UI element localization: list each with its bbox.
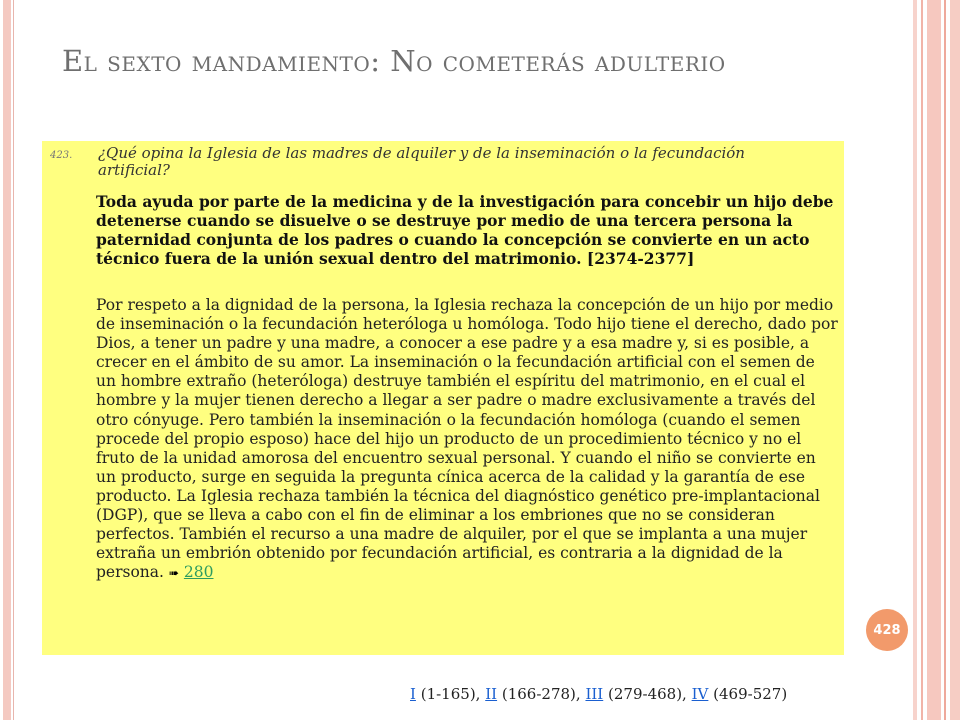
footer-range: (1-165),	[420, 685, 481, 703]
right-border-stripe	[950, 0, 960, 720]
answer-body-text: Por respeto a la dignidad de la persona, la Iglesia rechaza la concepción de un hijo por medio de inseminación o la fecundación heteróloga u homóloga. Todo hijo tiene el derecho, dado por Dios, a tener un padre y una madre, a conocer a ese padre y a esa madre y, si es posible, a crecer en el ámbito de su amor. La inseminación o la fecundación artificial con el semen de un hombre extraño (heteróloga) destruye también el espíritu del matrimonio, en el cual el hombre y la mujer tienen derecho a llegar a ser padre o madre exclusivamente a través del otro cónyuge. Pero también la inseminación o la fecundación homóloga (cuando el semen procede del propio esposo) hace del hijo un producto de un procedimiento técnico y no el fruto de la unidad amorosa del encuentro sexual personal. Y cuando el niño se convierte en un producto, surge en seguida la pregunta cínica acerca de la calidad y la garantía de ese producto. La Iglesia rechaza también la técnica del diagnóstico genético pre-implantacional (DGP), que se lleva a cabo con el fin de eliminar a los embriones que no se consideran perfectos. También el recurso a una madre de alquiler, por el que se implanta a una mujer extraña un embrión obtenido por fecundación artificial, es contraria a la dignidad de la persona.	[96, 296, 838, 582]
cross-reference-link[interactable]: 280	[183, 563, 214, 582]
right-border-stripe	[944, 0, 946, 720]
footer-range: (469-527)	[713, 685, 788, 703]
right-border-stripe	[927, 0, 941, 720]
question-number: 423.	[50, 150, 73, 161]
slide-title: El sexto mandamiento: No cometerás adulterio	[62, 44, 726, 78]
answer-summary: Toda ayuda por parte de la medicina y de la investigación para concebir un hijo debe detenerse cuando se disuelve o se destruye por medio de una tercera persona la paternidad conjunta de los padres o cuando la concepción se convierte en un acto técnico fuera de la unión sexual dentro del matrimonio. [2374-2377]	[96, 192, 834, 268]
footer-range: (279-468),	[608, 685, 687, 703]
footer-link-part-1[interactable]: I	[410, 685, 416, 703]
left-decorative-border	[0, 0, 14, 720]
content-box	[42, 141, 844, 655]
footer-link-part-2[interactable]: II	[485, 685, 498, 703]
answer-body	[96, 296, 838, 583]
page-number-badge: 428	[866, 609, 908, 651]
footer-navigation	[410, 685, 850, 703]
footer-link-part-3[interactable]: III	[585, 685, 604, 703]
right-border-stripe	[913, 0, 917, 720]
footer-link-part-4[interactable]: IV	[691, 685, 709, 703]
left-border-stripe	[3, 0, 11, 720]
question-text: ¿Qué opina la Iglesia de las madres de alquiler y de la inseminación o la fecundación artificial?	[98, 144, 745, 179]
right-decorative-border	[913, 0, 960, 720]
right-border-stripe	[921, 0, 923, 720]
footer-range: (166-278),	[501, 685, 581, 703]
right-arrow-icon: ➠	[168, 566, 179, 581]
